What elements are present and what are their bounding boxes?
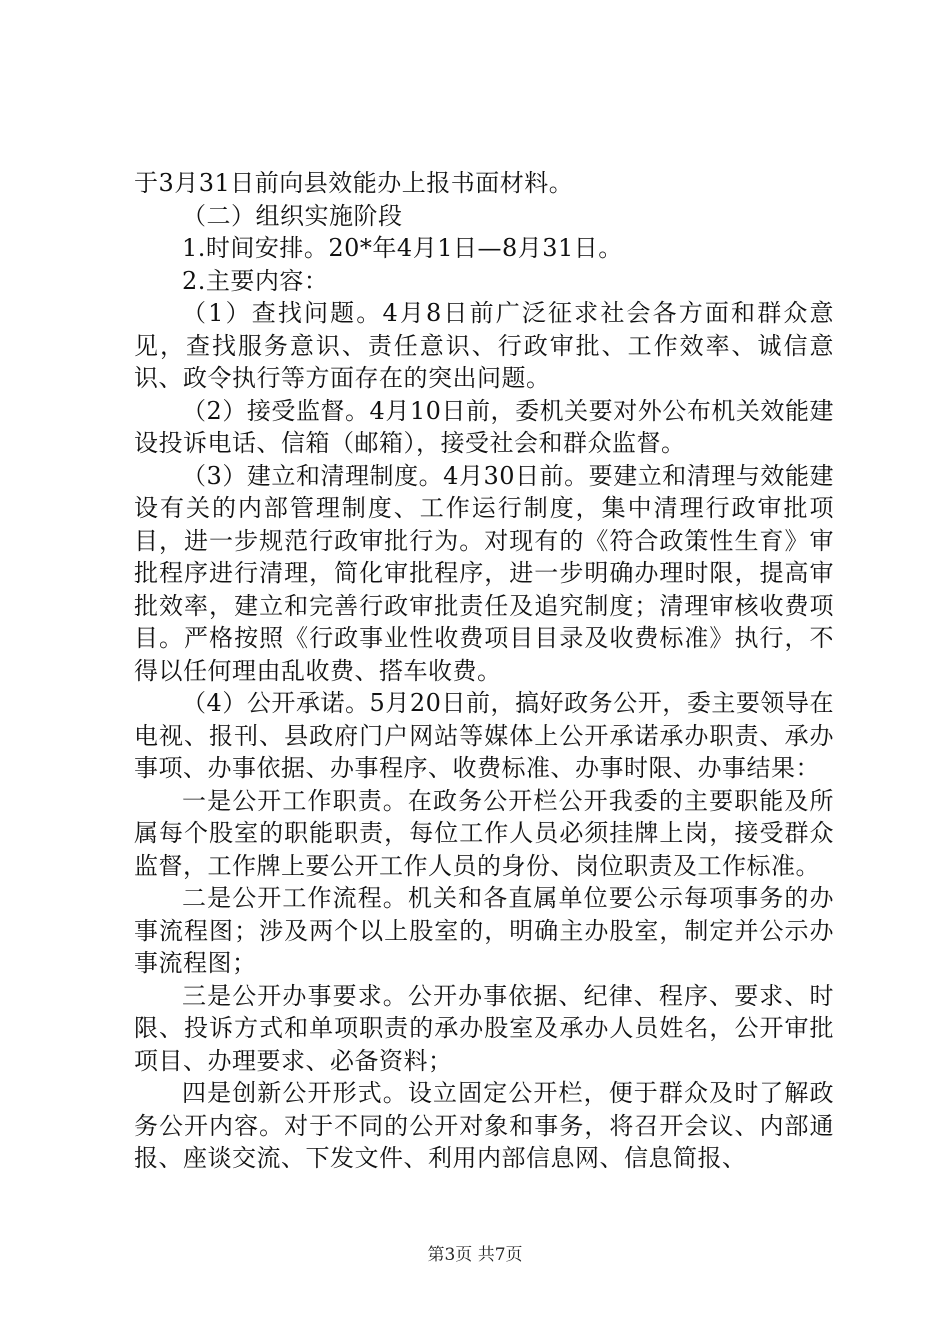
paragraph-establish-rules: （3）建立和清理制度。4月30日前。要建立和清理与效能建设有关的内部管理制度、工作运行制度，集中清理行政审批项目，进一步规范行政审批行为。对现有的《符合政策性生育》审批程序进行清理，简化审批程序，进一步明确办理时限，提高审批效率，建立和完善行政审批责任及追究制度；清理审核收费项目。严格按照《行政事业性收费项目目录及收费标准》执行，不得以任何理由乱收费、搭车收费。 [134, 461, 834, 685]
document-body [134, 167, 834, 1175]
paragraph-public-commitment: （4）公开承诺。5月20日前，搞好政务公开，委主要领导在电视、报刊、县政府门户网站等媒体上公开承诺承办职责、承办事项、办事依据、办事程序、收费标准、办事时限、办事结果： [134, 689, 834, 782]
page-number: 第3页 共7页 [427, 1245, 523, 1265]
paragraph-find-problems: （1）查找问题。4月8日前广泛征求社会各方面和群众意见，查找服务意识、责任意识、行政审批、工作效率、诚信意识、政令执行等方面存在的突出问题。 [134, 299, 834, 392]
paragraph-time-schedule: 1.时间安排。20*年4月1日—8月31日。 [182, 234, 623, 262]
paragraph-public-duties: 一是公开工作职责。在政务公开栏公开我委的主要职能及所属每个股室的职能职责，每位工作人员必须挂牌上岗，接受群众监督，工作牌上要公开工作人员的身份、岗位职责及工作标准。 [134, 786, 834, 880]
paragraph-public-workflow: 二是公开工作流程。机关和各直属单位要公示每项事务的办事流程图；涉及两个以上股室的，明确主办股室，制定并公示办事流程图； [134, 884, 834, 977]
page-footer [0, 1240, 950, 1265]
paragraph-accept-supervision: （2）接受监督。4月10日前，委机关要对外公布机关效能建设投诉电话、信箱（邮箱），接受社会和群众监督。 [134, 396, 834, 457]
paragraph-innovate-forms: 四是创新公开形式。设立固定公开栏，便于群众及时了解政务公开内容。对于不同的公开对象和事务，将召开会议、内部通报、座谈交流、下发文件、利用内部信息网、信息简报、 [134, 1079, 834, 1172]
section-heading-implementation: （二）组织实施阶段 [182, 201, 403, 230]
paragraph-1: 于3月31日前向县效能办上报书面材料。 [134, 169, 574, 197]
paragraph-main-content: 2.主要内容： [182, 266, 329, 295]
paragraph-public-requirements: 三是公开办事要求。公开办事依据、纪律、程序、要求、时限、投诉方式和单项职责的承办股室及承办人员姓名，公开审批项目、办理要求、必备资料； [134, 981, 834, 1075]
